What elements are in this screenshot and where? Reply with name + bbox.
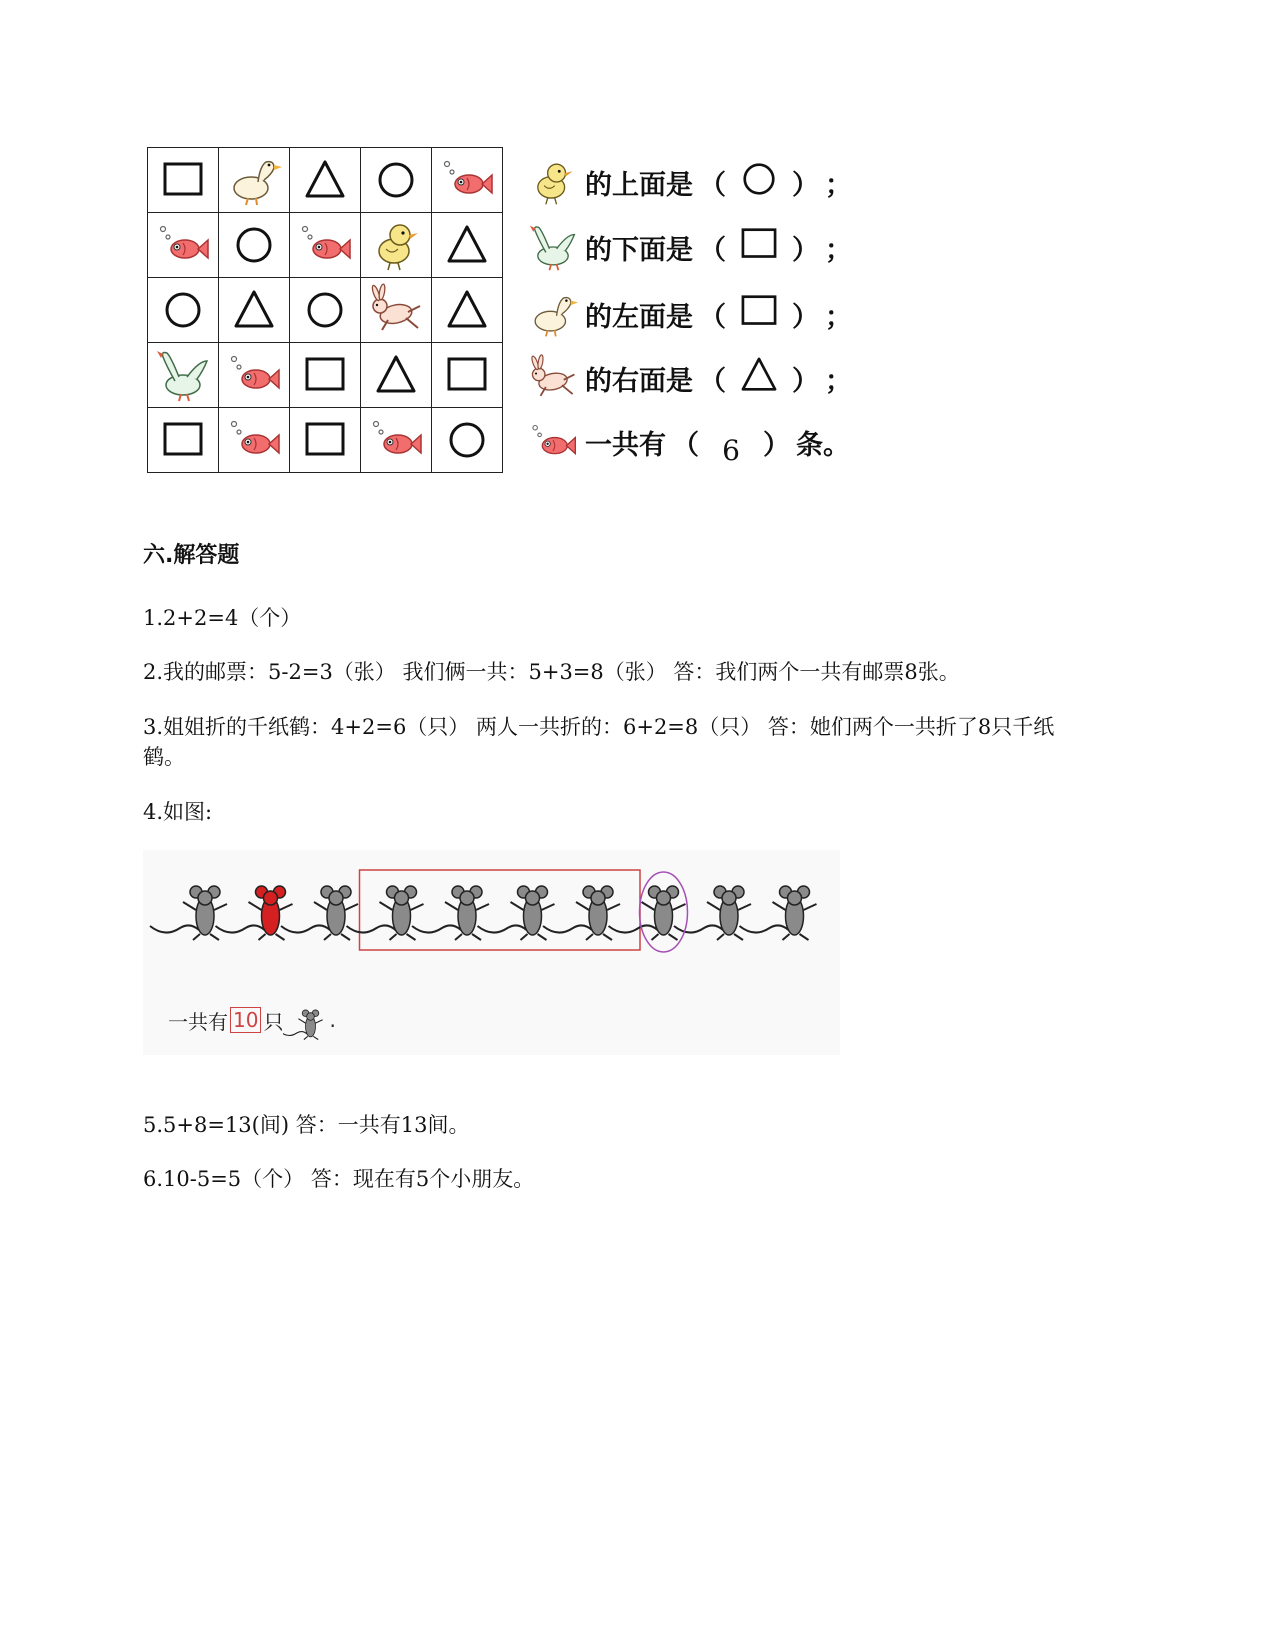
position-question [525, 353, 852, 403]
mouse-row [143, 850, 840, 990]
answer-1: 1.2+2=4（个） [143, 606, 302, 630]
triangle-icon [732, 350, 786, 400]
question-end: ； [825, 234, 852, 266]
circle-icon [295, 282, 355, 338]
grid-row [148, 213, 503, 278]
question-icon [525, 353, 581, 403]
paren-close: ） [792, 169, 819, 201]
position-grid-figure [147, 147, 887, 497]
circle-icon [224, 217, 284, 273]
grid-cell-fish [290, 213, 361, 278]
grid-cell-rabbit [361, 278, 432, 343]
triangle-icon [295, 152, 355, 208]
grid-cell-fish [148, 213, 219, 278]
chick-icon [525, 157, 581, 207]
square-icon [437, 347, 497, 403]
question-icon [525, 289, 581, 339]
circle-icon [437, 412, 497, 468]
answer-shape [732, 219, 786, 276]
mouse-icon [283, 1000, 329, 1040]
triangle-icon [224, 282, 284, 338]
shape-animal-grid [147, 147, 503, 473]
duck-icon [224, 152, 284, 208]
grid-cell-square [432, 343, 503, 408]
answer-3: 3.姐姐折的千纸鹤：4+2=6（只） 两人一共折的：6+2=8（只） 答：她们两个一共折了8只千纸鹤。 [143, 715, 1055, 769]
mouse-icon [740, 886, 817, 940]
mouse-icon [150, 886, 227, 940]
square-icon [295, 347, 355, 403]
grid-cell-square [148, 148, 219, 213]
grid-cell-triangle [361, 343, 432, 408]
circle-icon [732, 154, 786, 204]
goose-icon [153, 347, 213, 403]
grid-row [148, 148, 503, 213]
fish-icon [366, 412, 426, 468]
duck-icon [525, 289, 581, 339]
position-question [525, 417, 850, 467]
question-icon [525, 417, 581, 467]
answer-number: 6 [722, 433, 740, 467]
answer-5: 5.5+8=13(间) 答：一共有13间。 [143, 1113, 470, 1137]
answer-6: 6.10-5=5（个） 答：现在有5个小朋友。 [143, 1167, 535, 1191]
grid-cell-circle [432, 408, 503, 473]
fish-icon [437, 152, 497, 208]
square-icon [732, 219, 786, 269]
section-title: 六.解答题 [143, 543, 240, 568]
grid-cell-square [290, 408, 361, 473]
circle-icon [366, 152, 426, 208]
answer-shape [732, 154, 786, 211]
mouse-icon [543, 886, 620, 940]
paren-open: （ [699, 234, 726, 266]
paren-close: ） [792, 301, 819, 333]
mouse-icon [281, 886, 358, 940]
mouse-line-figure [143, 850, 840, 1055]
grid-cell-fish [432, 148, 503, 213]
fish-icon [153, 217, 213, 273]
chick-icon [366, 217, 426, 273]
goose-icon [525, 222, 581, 272]
paren-close: ） [792, 365, 819, 397]
position-question [525, 157, 852, 207]
grid-cell-goose [148, 343, 219, 408]
question-end: ； [825, 169, 852, 201]
question-end: ； [825, 301, 852, 333]
grid-row [148, 278, 503, 343]
grid-cell-fish [361, 408, 432, 473]
paren-close: ） [792, 234, 819, 266]
question-text: 的右面是 [585, 365, 693, 397]
paren-close: ） [763, 429, 790, 461]
mouse-icon [478, 886, 555, 940]
question-icon [525, 157, 581, 207]
question-text: 的左面是 [585, 301, 693, 333]
grid-cell-square [290, 343, 361, 408]
question-text: 的下面是 [585, 234, 693, 266]
mouse-icon [216, 886, 293, 940]
grid-row [148, 343, 503, 408]
fish-icon [525, 417, 581, 467]
position-question [525, 289, 852, 339]
position-question [525, 222, 852, 272]
question-end: ； [825, 365, 852, 397]
grid-cell-triangle [432, 213, 503, 278]
question-text: 一共有 [585, 429, 666, 461]
grid-cell-circle [361, 148, 432, 213]
square-icon [732, 286, 786, 336]
answer-shape [732, 286, 786, 343]
grid-cell-square [148, 408, 219, 473]
paren-open: （ [699, 365, 726, 397]
fish-icon [295, 217, 355, 273]
question-text: 的上面是 [585, 169, 693, 201]
answer-shape [732, 350, 786, 407]
fish-icon [224, 347, 284, 403]
grid-row [148, 408, 503, 473]
square-icon [153, 412, 213, 468]
caption-number: 10 [230, 1007, 261, 1033]
grid-cell-fish [219, 408, 290, 473]
square-icon [295, 412, 355, 468]
grid-cell-duck [219, 148, 290, 213]
grid-cell-circle [148, 278, 219, 343]
rabbit-icon [366, 282, 426, 338]
grid-cell-triangle [219, 278, 290, 343]
square-icon [153, 152, 213, 208]
grid-cell-triangle [290, 148, 361, 213]
answer-4: 4.如图: [143, 800, 213, 824]
paren-open: （ [672, 429, 699, 461]
fish-icon [224, 412, 284, 468]
question-icon [525, 222, 581, 272]
grid-cell-chick [361, 213, 432, 278]
grid-cell-fish [219, 343, 290, 408]
caption-prefix: 一共有 [168, 1009, 228, 1034]
paren-open: （ [699, 169, 726, 201]
mouse-caption [168, 1000, 336, 1040]
mouse-icon [609, 886, 686, 940]
mouse-icon [412, 886, 489, 940]
answer-2: 2.我的邮票：5-2=3（张） 我们俩一共：5+3=8（张） 答：我们两个一共有邮票8张。 [143, 660, 960, 684]
caption-end: . [329, 1008, 336, 1032]
triangle-icon [437, 282, 497, 338]
mouse-icon [347, 886, 424, 940]
triangle-icon [366, 347, 426, 403]
grid-cell-triangle [432, 278, 503, 343]
grid-cell-circle [290, 278, 361, 343]
paren-open: （ [699, 301, 726, 333]
grid-cell-circle [219, 213, 290, 278]
circle-icon [153, 282, 213, 338]
caption-suffix: 只 [263, 1009, 284, 1034]
question-end: 条。 [796, 429, 850, 461]
triangle-icon [437, 217, 497, 273]
rabbit-icon [525, 353, 581, 403]
